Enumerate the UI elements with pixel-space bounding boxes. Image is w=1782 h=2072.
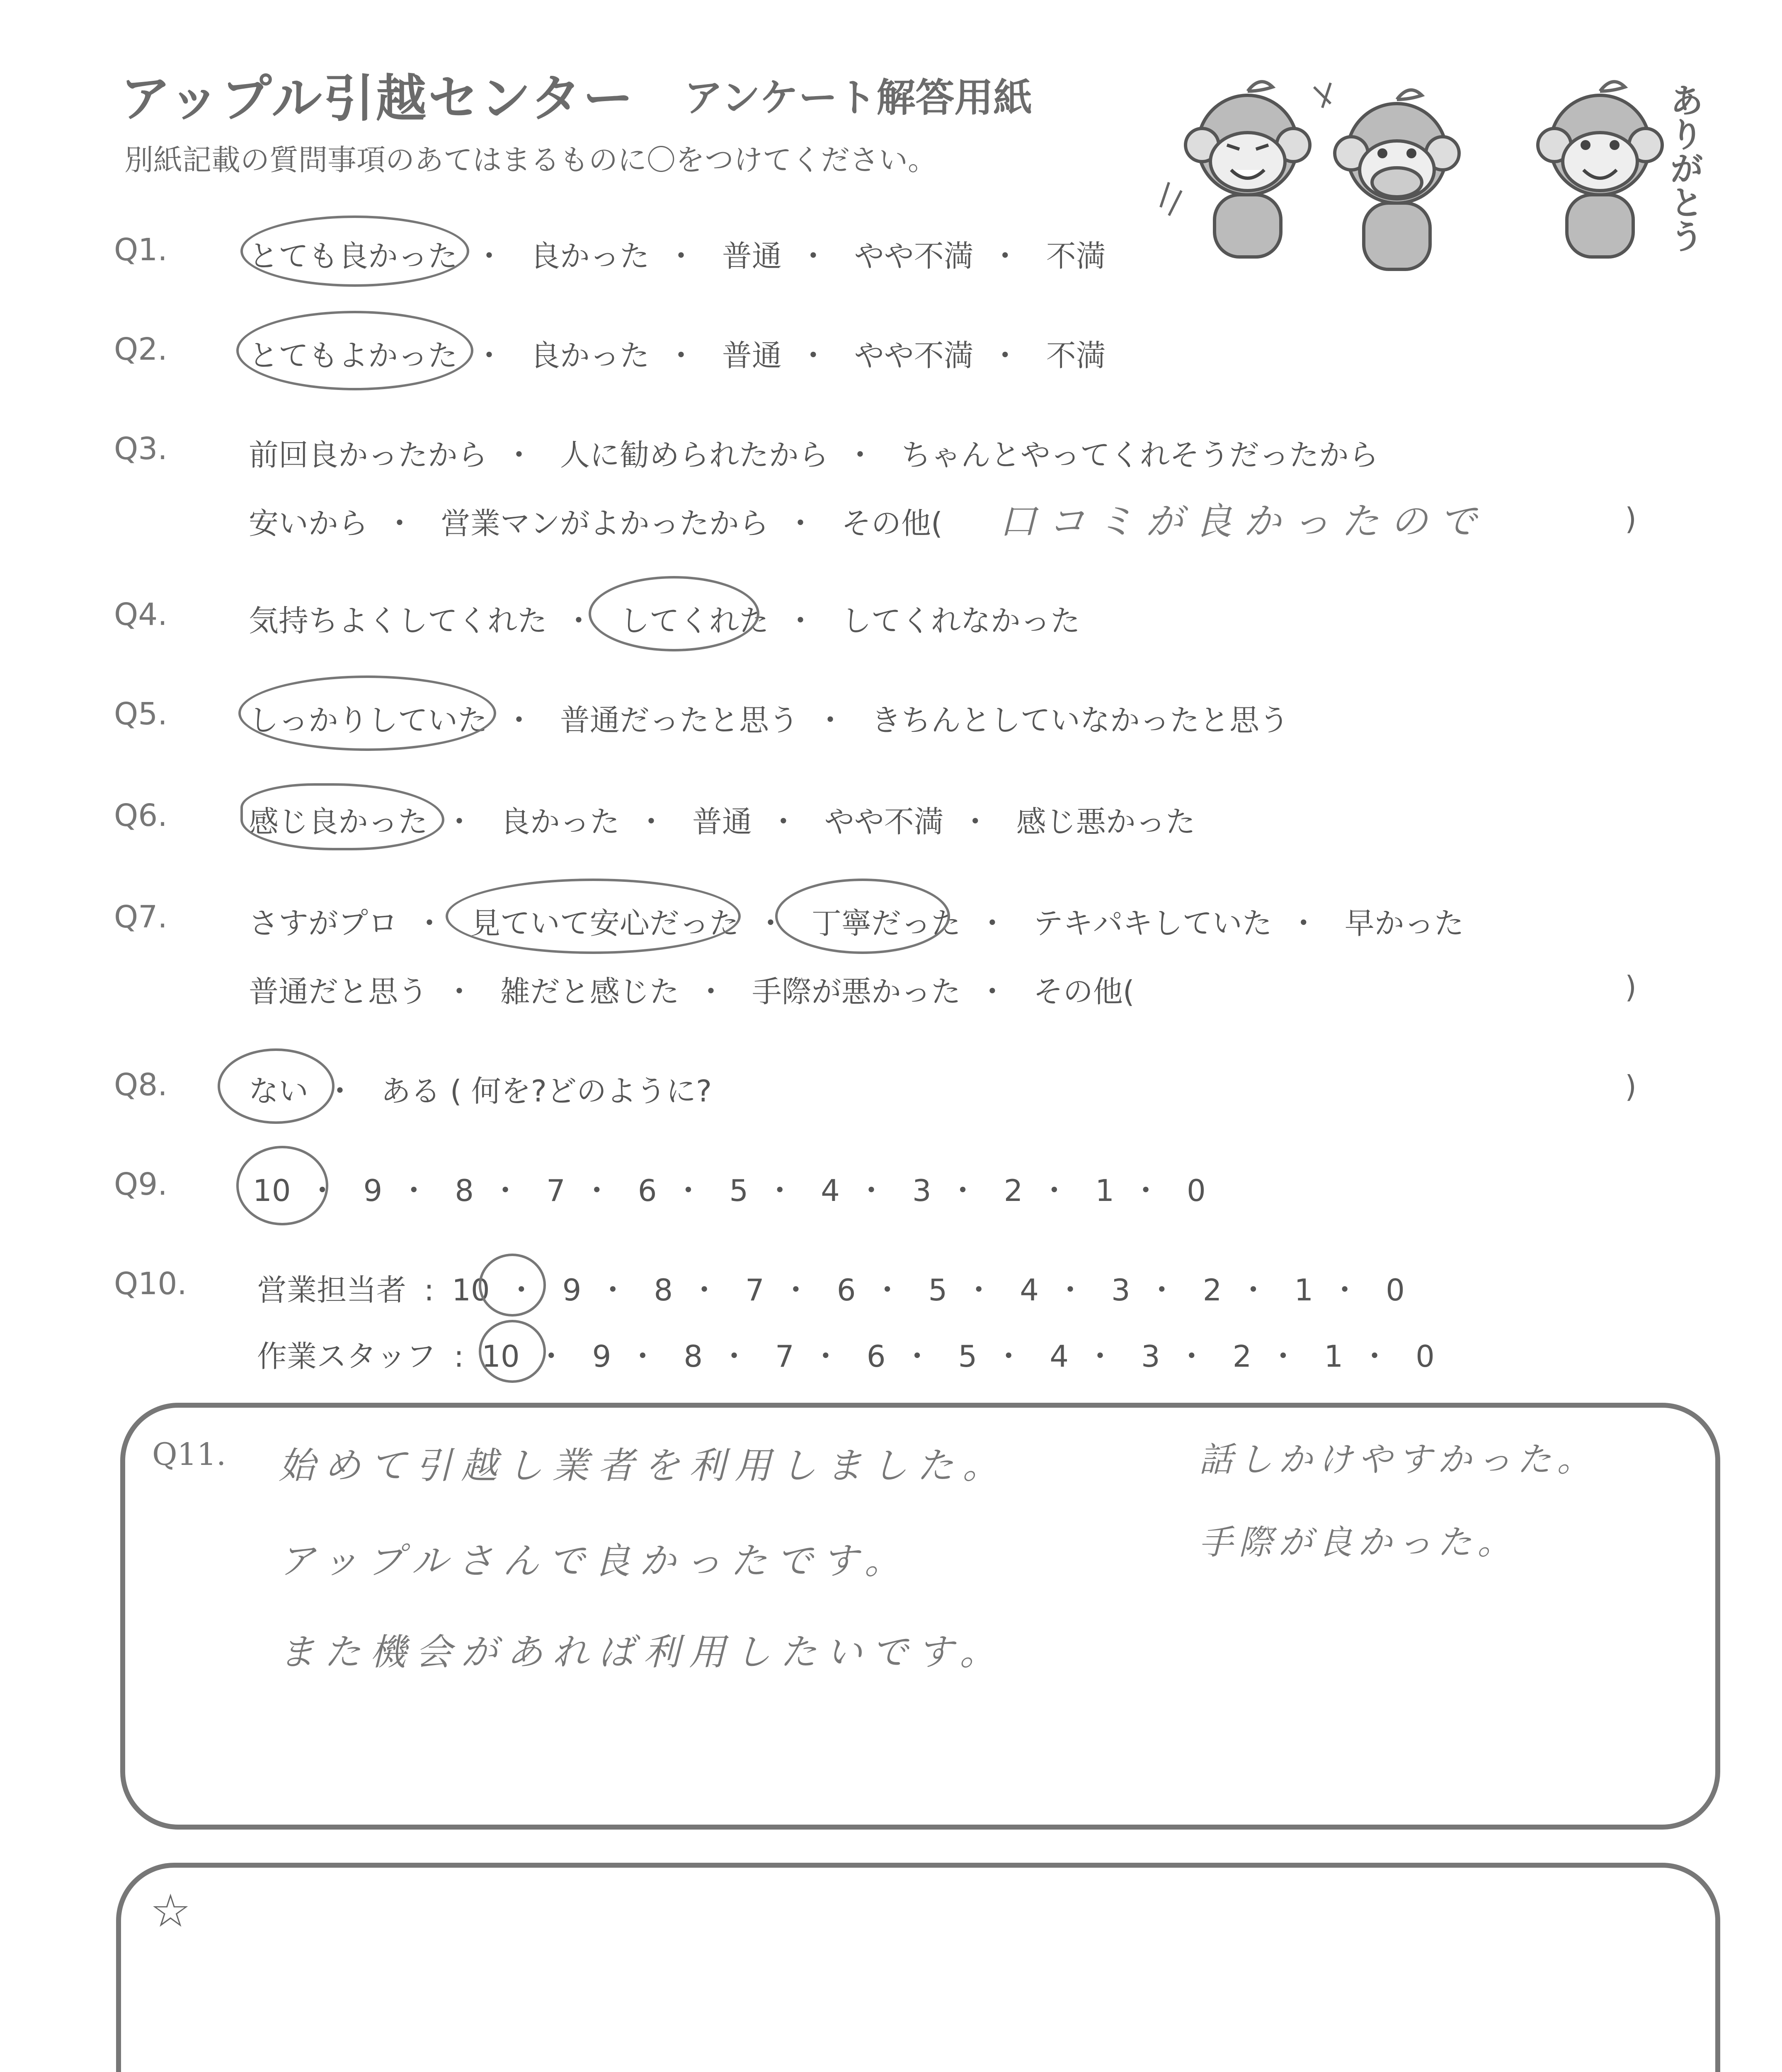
brand-title: アップル引越センター <box>120 69 635 128</box>
q5-options: しっかりしていた ・ 普通だったと思う ・ きちんとしていなかったと思う <box>249 703 1289 738</box>
q11-comment-box[interactable] <box>120 1403 1720 1830</box>
q10-sales-score[interactable]: 7 <box>745 1273 764 1307</box>
q10-staff-score[interactable]: 10 <box>482 1339 520 1374</box>
q6-label: Q6. <box>114 798 167 833</box>
q1-selection-circle <box>240 215 469 287</box>
q7-options-line2: 普通だと思う ・ 雑だと感じた ・ 手際が悪かった ・ その他( <box>249 974 1135 1009</box>
q4-option[interactable]: してくれなかった <box>841 603 1080 638</box>
q10-label: Q10. <box>114 1266 187 1302</box>
q10-sales-score[interactable]: 8 <box>654 1273 673 1307</box>
q10-staff-score[interactable]: 7 <box>775 1339 794 1374</box>
q9-score[interactable]: 3 <box>912 1173 931 1208</box>
q8-label: Q8. <box>114 1067 167 1103</box>
q6-option[interactable]: 感じ悪かった <box>1016 804 1195 839</box>
form-subtitle: アンケート解答用紙 <box>684 75 1033 121</box>
q5-label: Q5. <box>114 696 167 732</box>
q1-option[interactable]: 不満 <box>1046 239 1106 274</box>
q5-option[interactable]: しっかりしていた <box>249 703 488 738</box>
q9-score[interactable]: 6 <box>638 1173 657 1208</box>
q7-other-label: その他( <box>1033 974 1135 1009</box>
q11-comment-line-right: 手際が良かった。 <box>1199 1523 1517 1562</box>
q9-score[interactable]: 1 <box>1095 1173 1115 1208</box>
q3-option[interactable]: 人に勧められたから <box>560 438 829 472</box>
star-comment-box[interactable] <box>116 1863 1720 2072</box>
q11-comment-line: 始めて引越し業者を利用しました。 <box>279 1444 1009 1487</box>
q3-option[interactable]: 安いから <box>249 506 369 541</box>
q7-option[interactable]: テキパキしていた <box>1033 906 1272 941</box>
q10-sales-selection-circle <box>479 1254 546 1317</box>
q2-option[interactable]: 良かった <box>530 338 650 373</box>
q10-staff-selection-circle <box>479 1320 546 1383</box>
q9-score[interactable]: 9 <box>363 1173 383 1208</box>
q8-selection-circle <box>218 1048 335 1124</box>
q10-staff-score[interactable]: 2 <box>1232 1339 1252 1374</box>
q10-sales-score[interactable]: 2 <box>1203 1273 1222 1307</box>
q3-option[interactable]: ちゃんとやってくれそうだったから <box>901 438 1379 472</box>
q6-option[interactable]: 良かった <box>500 804 620 839</box>
q5-selection-circle <box>238 675 496 751</box>
q3-option[interactable]: 営業マンがよかったから <box>440 506 769 541</box>
q7-label: Q7. <box>114 899 167 935</box>
q3-options-line1: 前回良かったから ・ 人に勧められたから ・ ちゃんとやってくれそうだったから <box>249 438 1379 472</box>
q7-close-paren: ) <box>1625 970 1637 1005</box>
q7-option[interactable]: 普通だと思う <box>249 974 428 1009</box>
q3-label: Q3. <box>114 431 167 467</box>
q7-option[interactable]: さすがプロ <box>249 906 398 941</box>
q10-staff-label: 作業スタッフ <box>257 1339 436 1374</box>
q2-option[interactable]: 普通 <box>722 338 782 373</box>
q2-option[interactable]: やや不満 <box>854 338 974 373</box>
q9-selection-circle <box>236 1146 328 1225</box>
q7-option[interactable]: 手際が悪かった <box>752 974 961 1009</box>
q11-comment-line: アップルさんで良かったです。 <box>279 1539 910 1582</box>
q2-option[interactable]: 不満 <box>1046 338 1106 373</box>
q7-options-line1: さすがプロ ・ 見ていて安心だった ・ 丁寧だった ・ テキパキしていた ・ 早かった <box>249 906 1464 941</box>
q8-options: ない ・ ある ( 何を?どのように? <box>249 1074 712 1109</box>
q7-selection-circle-1 <box>446 879 741 954</box>
q6-option[interactable]: やや不満 <box>824 804 944 839</box>
q10-sales-score[interactable]: 10 <box>452 1273 490 1307</box>
q7-option[interactable]: 見ていて安心だった <box>470 906 739 941</box>
q10-staff-score[interactable]: 8 <box>684 1339 703 1374</box>
q9-label: Q9. <box>114 1167 167 1202</box>
q7-option[interactable]: 丁寧だった <box>811 906 961 941</box>
q9-score-options: 10 ・ 9 ・ 8 ・ 7 ・ 6 ・ 5 ・ 4 ・ 3 ・ 2 ・ 1 ・ 0 <box>253 1173 1206 1208</box>
q10-staff-colon: : <box>453 1339 464 1374</box>
q11-comment-line-right: 話しかけやすかった。 <box>1199 1440 1597 1479</box>
q10-sales-score[interactable]: 3 <box>1111 1273 1130 1307</box>
q1-option[interactable]: 良かった <box>530 239 650 274</box>
q2-selection-circle <box>236 311 473 390</box>
instruction-text: 別紙記載の質問事項のあてはまるものに〇をつけてください。 <box>124 143 937 177</box>
q4-option[interactable]: してくれた <box>619 603 769 638</box>
q6-option[interactable]: 普通 <box>692 804 752 839</box>
q8-option[interactable]: ある ( 何を?どのように? <box>381 1074 712 1109</box>
q7-option[interactable]: 早かった <box>1344 906 1464 941</box>
q10-sales-score[interactable]: 9 <box>562 1273 582 1307</box>
q10-staff-score[interactable]: 1 <box>1324 1339 1343 1374</box>
q10-staff-row: 作業スタッフ : 10 ・ 9 ・ 8 ・ 7 ・ 6 ・ 5 ・ 4 ・ 3 ・ 2 ・ 1 ・ 0 <box>257 1339 1435 1374</box>
q4-label: Q4. <box>114 597 167 632</box>
q11-comment-line: また機会があれば利用したいです。 <box>279 1631 1005 1673</box>
q10-staff-score[interactable]: 9 <box>592 1339 611 1374</box>
q10-staff-score[interactable]: 6 <box>866 1339 886 1374</box>
q10-staff-score[interactable]: 5 <box>958 1339 977 1374</box>
q6-options: 感じ良かった ・ 良かった ・ 普通 ・ やや不満 ・ 感じ悪かった <box>249 804 1195 839</box>
q1-option[interactable]: やや不満 <box>854 239 974 274</box>
q1-option[interactable]: とても良かった <box>249 239 458 274</box>
star-icon: ☆ <box>150 1884 191 1937</box>
q1-options: とても良かった ・ 良かった ・ 普通 ・ やや不満 ・ 不満 <box>249 239 1106 274</box>
monkey-hiding-mouth-icon <box>1306 75 1488 290</box>
q10-staff-score[interactable]: 3 <box>1141 1339 1160 1374</box>
q3-close-paren: ) <box>1625 501 1637 536</box>
q3-other-handwritten[interactable]: 口コミが良かったので <box>999 500 1488 543</box>
q10-sales-colon: : <box>424 1273 434 1307</box>
q10-sales-score[interactable]: 6 <box>836 1273 856 1307</box>
q10-staff-score[interactable]: 0 <box>1416 1339 1435 1374</box>
q7-selection-circle-2 <box>775 879 950 954</box>
q5-option[interactable]: 普通だったと思う <box>560 703 799 738</box>
q10-sales-score[interactable]: 1 <box>1294 1273 1314 1307</box>
q1-option[interactable]: 普通 <box>722 239 782 274</box>
q3-options-line2: 安いから ・ 営業マンがよかったから ・ その他( <box>249 506 943 541</box>
q9-score[interactable]: 5 <box>729 1173 749 1208</box>
q9-score[interactable]: 10 <box>253 1173 291 1208</box>
q3-option[interactable]: 前回良かったから <box>249 438 488 472</box>
q9-score[interactable]: 2 <box>1004 1173 1023 1208</box>
q8-option[interactable]: ない <box>249 1074 309 1109</box>
q9-score[interactable]: 8 <box>455 1173 474 1208</box>
q3-other-label: その他( <box>841 506 943 541</box>
q10-sales-score[interactable]: 4 <box>1020 1273 1039 1307</box>
q4-options: 気持ちよくしてくれた ・ してくれた ・ してくれなかった <box>249 603 1080 638</box>
q2-option[interactable]: とてもよかった <box>249 338 458 373</box>
q2-options: とてもよかった ・ 良かった ・ 普通 ・ やや不満 ・ 不満 <box>249 338 1106 373</box>
q1-label: Q1. <box>114 232 167 268</box>
q2-label: Q2. <box>114 332 167 367</box>
q10-sales-row: 営業担当者 : 10 ・ 9 ・ 8 ・ 7 ・ 6 ・ 5 ・ 4 ・ 3 ・ 2 ・ 1 ・ 0 <box>257 1273 1405 1307</box>
q10-sales-score[interactable]: 0 <box>1386 1273 1405 1307</box>
q4-selection-circle <box>589 576 759 651</box>
q5-option[interactable]: きちんとしていなかったと思う <box>871 703 1289 738</box>
q6-option[interactable]: 感じ良かった <box>249 804 428 839</box>
q11-label: Q11. <box>152 1437 226 1472</box>
q7-option[interactable]: 雑だと感じた <box>500 974 679 1009</box>
q4-option[interactable]: 気持ちよくしてくれた <box>249 603 548 638</box>
thank-you-vertical-text: ありがとう <box>1664 83 1704 253</box>
q9-score[interactable]: 0 <box>1187 1173 1206 1208</box>
q9-score[interactable]: 4 <box>821 1173 840 1208</box>
q10-staff-score[interactable]: 4 <box>1050 1339 1069 1374</box>
q8-close-paren: ) <box>1625 1069 1637 1104</box>
q6-selection-circle <box>240 783 444 850</box>
q10-sales-label: 営業担当者 <box>257 1273 407 1307</box>
q9-score[interactable]: 7 <box>546 1173 565 1208</box>
q10-sales-score[interactable]: 5 <box>928 1273 948 1307</box>
